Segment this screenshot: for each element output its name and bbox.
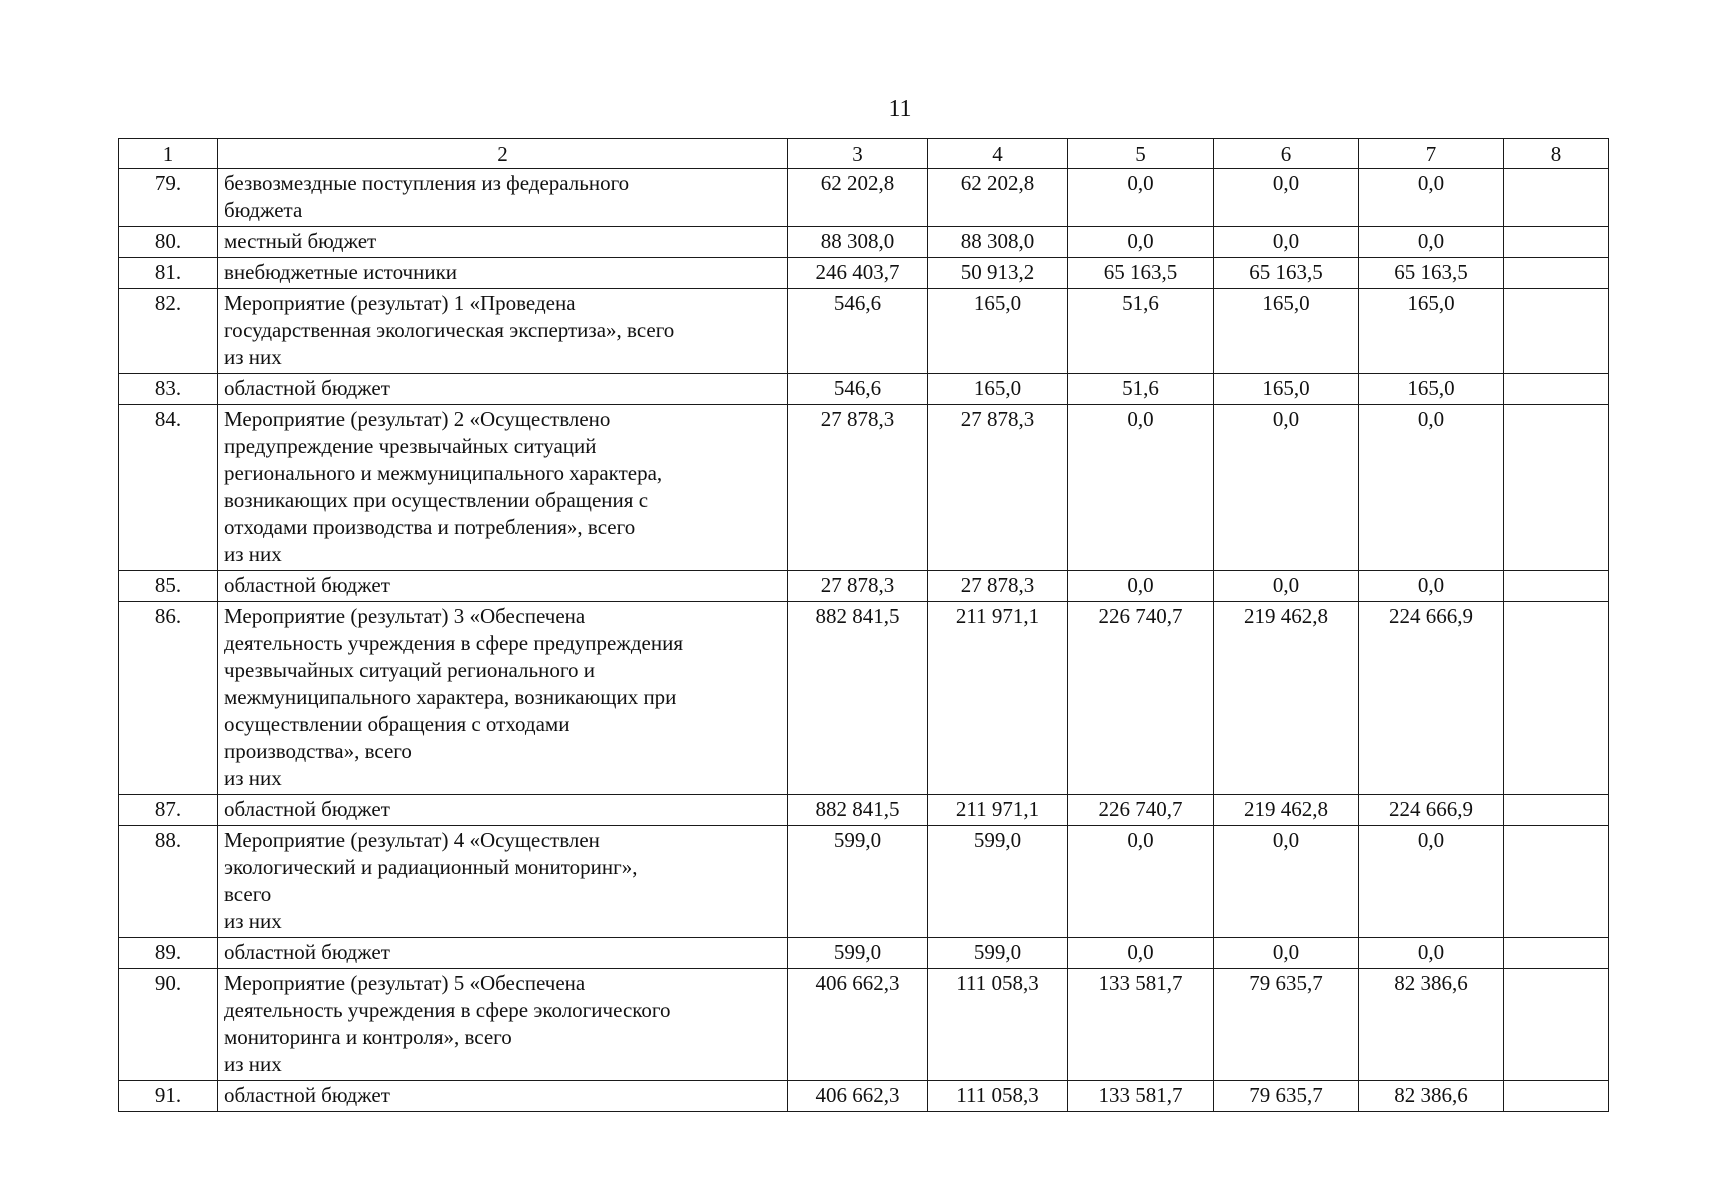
value-col-4: 62 202,8	[928, 169, 1068, 227]
value-col-7: 82 386,6	[1359, 1081, 1504, 1112]
value-col-8	[1504, 938, 1609, 969]
value-col-6: 0,0	[1214, 571, 1359, 602]
row-number: 79.	[119, 169, 218, 227]
value-col-4: 27 878,3	[928, 571, 1068, 602]
value-col-7: 0,0	[1359, 405, 1504, 571]
row-description: областной бюджет	[218, 1081, 788, 1112]
value-col-3: 406 662,3	[788, 1081, 928, 1112]
value-col-8	[1504, 571, 1609, 602]
table-body	[119, 139, 1609, 1112]
header-row	[119, 139, 1609, 169]
value-col-3: 546,6	[788, 374, 928, 405]
value-col-5: 0,0	[1068, 826, 1214, 938]
value-col-8	[1504, 289, 1609, 374]
row-number: 90.	[119, 969, 218, 1081]
value-col-4: 211 971,1	[928, 795, 1068, 826]
value-col-3: 599,0	[788, 826, 928, 938]
value-col-5: 226 740,7	[1068, 795, 1214, 826]
value-col-6: 0,0	[1214, 169, 1359, 227]
value-col-8	[1504, 969, 1609, 1081]
value-col-3: 27 878,3	[788, 405, 928, 571]
value-col-6: 79 635,7	[1214, 1081, 1359, 1112]
value-col-6: 0,0	[1214, 227, 1359, 258]
value-col-8	[1504, 258, 1609, 289]
value-col-3: 246 403,7	[788, 258, 928, 289]
header-cell-2: 2	[218, 139, 788, 169]
value-col-8	[1504, 795, 1609, 826]
value-col-7: 0,0	[1359, 169, 1504, 227]
table-row	[119, 1081, 1609, 1112]
value-col-5: 133 581,7	[1068, 969, 1214, 1081]
value-col-5: 226 740,7	[1068, 602, 1214, 795]
value-col-8	[1504, 374, 1609, 405]
row-description: областной бюджет	[218, 374, 788, 405]
row-number: 80.	[119, 227, 218, 258]
value-col-4: 165,0	[928, 374, 1068, 405]
value-col-5: 0,0	[1068, 938, 1214, 969]
value-col-5: 51,6	[1068, 374, 1214, 405]
table-row	[119, 602, 1609, 795]
row-description: Мероприятие (результат) 4 «Осуществлен экологический и радиационный мониторинг», всего из них	[218, 826, 788, 938]
header-cell-1: 1	[119, 139, 218, 169]
value-col-6: 165,0	[1214, 374, 1359, 405]
value-col-7: 82 386,6	[1359, 969, 1504, 1081]
value-col-6: 219 462,8	[1214, 795, 1359, 826]
row-description: Мероприятие (результат) 2 «Осуществлено предупреждение чрезвычайных ситуаций регионального и межмуниципального характера, возникающих при осуществлении обращения с отходами производства и потребления», всего из них	[218, 405, 788, 571]
row-description: областной бюджет	[218, 938, 788, 969]
value-col-8	[1504, 826, 1609, 938]
value-col-5: 65 163,5	[1068, 258, 1214, 289]
value-col-5: 51,6	[1068, 289, 1214, 374]
value-col-4: 599,0	[928, 938, 1068, 969]
header-cell-6: 6	[1214, 139, 1359, 169]
budget-table	[118, 138, 1609, 1112]
table-row	[119, 969, 1609, 1081]
value-col-5: 0,0	[1068, 169, 1214, 227]
row-number: 86.	[119, 602, 218, 795]
value-col-8	[1504, 405, 1609, 571]
row-description: Мероприятие (результат) 1 «Проведена государственная экологическая экспертиза», всего из них	[218, 289, 788, 374]
value-col-6: 0,0	[1214, 826, 1359, 938]
value-col-4: 88 308,0	[928, 227, 1068, 258]
value-col-6: 79 635,7	[1214, 969, 1359, 1081]
value-col-5: 0,0	[1068, 571, 1214, 602]
value-col-4: 211 971,1	[928, 602, 1068, 795]
value-col-8	[1504, 1081, 1609, 1112]
header-cell-7: 7	[1359, 139, 1504, 169]
value-col-3: 546,6	[788, 289, 928, 374]
row-description: областной бюджет	[218, 571, 788, 602]
value-col-3: 406 662,3	[788, 969, 928, 1081]
row-number: 88.	[119, 826, 218, 938]
header-cell-4: 4	[928, 139, 1068, 169]
header-cell-3: 3	[788, 139, 928, 169]
value-col-3: 62 202,8	[788, 169, 928, 227]
table-row	[119, 795, 1609, 826]
page-number: 11	[888, 96, 912, 122]
table-row	[119, 826, 1609, 938]
row-number: 81.	[119, 258, 218, 289]
value-col-5: 0,0	[1068, 405, 1214, 571]
table-row	[119, 374, 1609, 405]
row-number: 83.	[119, 374, 218, 405]
value-col-6: 0,0	[1214, 405, 1359, 571]
value-col-8	[1504, 169, 1609, 227]
table-row	[119, 258, 1609, 289]
value-col-5: 0,0	[1068, 227, 1214, 258]
row-number: 91.	[119, 1081, 218, 1112]
table-row	[119, 938, 1609, 969]
value-col-7: 0,0	[1359, 571, 1504, 602]
table-row	[119, 169, 1609, 227]
value-col-5: 133 581,7	[1068, 1081, 1214, 1112]
value-col-7: 0,0	[1359, 826, 1504, 938]
value-col-7: 0,0	[1359, 938, 1504, 969]
value-col-6: 65 163,5	[1214, 258, 1359, 289]
value-col-3: 27 878,3	[788, 571, 928, 602]
row-description: безвозмездные поступления из федерального бюджета	[218, 169, 788, 227]
value-col-8	[1504, 227, 1609, 258]
value-col-4: 165,0	[928, 289, 1068, 374]
value-col-7: 224 666,9	[1359, 602, 1504, 795]
table-row	[119, 289, 1609, 374]
table-row	[119, 227, 1609, 258]
row-number: 89.	[119, 938, 218, 969]
row-description: Мероприятие (результат) 5 «Обеспечена деятельность учреждения в сфере экологического мониторинга и контроля», всего из них	[218, 969, 788, 1081]
value-col-6: 219 462,8	[1214, 602, 1359, 795]
value-col-3: 599,0	[788, 938, 928, 969]
table-row	[119, 405, 1609, 571]
row-number: 82.	[119, 289, 218, 374]
value-col-7: 165,0	[1359, 374, 1504, 405]
value-col-3: 882 841,5	[788, 602, 928, 795]
value-col-3: 882 841,5	[788, 795, 928, 826]
value-col-4: 111 058,3	[928, 1081, 1068, 1112]
value-col-7: 165,0	[1359, 289, 1504, 374]
row-number: 84.	[119, 405, 218, 571]
row-number: 85.	[119, 571, 218, 602]
value-col-6: 165,0	[1214, 289, 1359, 374]
row-description: внебюджетные источники	[218, 258, 788, 289]
value-col-4: 111 058,3	[928, 969, 1068, 1081]
value-col-4: 599,0	[928, 826, 1068, 938]
header-cell-5: 5	[1068, 139, 1214, 169]
row-number: 87.	[119, 795, 218, 826]
value-col-4: 27 878,3	[928, 405, 1068, 571]
value-col-6: 0,0	[1214, 938, 1359, 969]
row-description: местный бюджет	[218, 227, 788, 258]
value-col-3: 88 308,0	[788, 227, 928, 258]
table-row	[119, 571, 1609, 602]
value-col-8	[1504, 602, 1609, 795]
value-col-7: 0,0	[1359, 227, 1504, 258]
value-col-4: 50 913,2	[928, 258, 1068, 289]
value-col-7: 65 163,5	[1359, 258, 1504, 289]
header-cell-8: 8	[1504, 139, 1609, 169]
value-col-7: 224 666,9	[1359, 795, 1504, 826]
row-description: Мероприятие (результат) 3 «Обеспечена деятельность учреждения в сфере предупреждения чрезвычайных ситуаций регионального и межмуниципального характера, возникающих при осуществлении обращения с отходами производства», всего из них	[218, 602, 788, 795]
row-description: областной бюджет	[218, 795, 788, 826]
